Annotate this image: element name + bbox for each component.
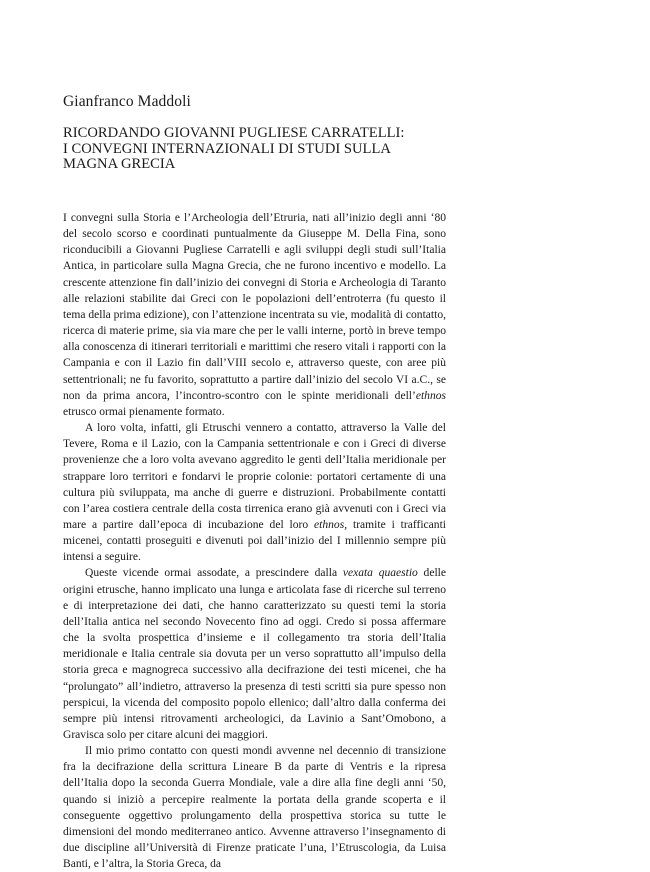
paragraph-text: Queste vicende ormai assodate, a prescindere dalla (85, 567, 343, 580)
paragraph-text: Il mio primo contatto con questi mondi avvenne nel decennio di transizione fra la decifrazione della scrittura Lineare B da parte di Ventris e la ripresa dell’Italia dopo la seconda Guerra Mondiale, vale a dire alla fine degli anni ‘50, quando si iniziò a percepire realmente la portata della grande scoperta e il conseguente oggettivo prolungamento della prospettiva storica su tutte le dimensioni del mondo mediterraneo antico. Avvenne attraverso l’insegnamento di due discipline all’Università di Firenze praticate l’una, l’Etruscologia, da Luisa Banti, e l’altra, la Storia Greca, da (63, 745, 446, 871)
italic-term: ethnos (415, 389, 446, 402)
title-line: MAGNA GRECIA (63, 156, 176, 172)
paragraph-text: tramite i trafficanti micenei, contatti proseguiti e divenuti poi dall’inizio del I millennio sempre più intensi a seguire. (63, 518, 446, 564)
paragraph (63, 743, 446, 872)
article-body (63, 210, 446, 872)
paragraph (63, 565, 446, 743)
paragraph (63, 420, 446, 565)
italic-term: vexata quaestio (342, 567, 418, 580)
italic-term: ethnos, (314, 518, 348, 531)
article-title (63, 126, 463, 173)
paragraph-text: delle origini etrusche, hanno implicato una lunga e articolata fase di ricerche sul terreno e di interpretazione dei dati, che hanno caratterizzato su questi temi la storia dell’Italia antica nel secondo Novecento fino ad oggi. Credo si possa affermare che la svolta prospettica d’insieme e il collegamento tra storia dell’Italia meridionale e Italia centrale sia dovuta per un verso soprattutto all’impulso della storia greca e magnogreca successivo alla decifrazione dei testi micenei, che ha “prolungato” all’indietro, attraverso la presenza di testi scritti sia pure spesso non perspicui, la vicenda del composito popolo ellenico; dall’altro dalla conferma dei sempre più intensi ritrovamenti archeologici, da Lavinio a Sant’Omobono, a Gravisca solo per citare alcuni dei maggiori. (63, 567, 447, 741)
title-line: I CONVEGNI INTERNAZIONALI DI STUDI SULLA (63, 140, 391, 157)
paragraph (63, 210, 446, 420)
title-line: RICORDANDO GIOVANNI PUGLIESE CARRATELLI: (63, 125, 405, 141)
paragraph-text: etrusco ormai pienamente formato. (63, 405, 225, 418)
paragraph-text: I convegni sulla Storia e l’Archeologia dell’Etruria, nati all’inizio degli anni ‘80 del secolo scorso e coordinati puntualmente da Giuseppe M. Della Fina, sono riconducibili a Giovanni Pugliese Carratelli e agli sviluppi degli studi sull’Italia Antica, in particolare sulla Magna Grecia, che ne furono incentivo e modello. La crescente attenzione fin dall’inizio dei convegni di Storia e Archeologia di Taranto alle relazioni stabilite dai Greci con le popolazioni dell’entroterra (fu questo il tema della prima edizione), con l’attenzione incentrata su vie, modalità di contatto, ricerca di materie prime, sia via mare che per le valli interne, portò in breve tempo alla conoscenza di itinerari territoriali e marittimi che resero vitali i rapporti con la Campania e con il Lazio fin dall’VIII secolo e, attraverso queste, con aree più settentrionali; ne fu favorito, soprattutto a partire dall’inizio del secolo VI a.C., se non da prima ancora, l’incontro-scontro con le spinte meridionali dell’ (63, 212, 446, 402)
author-name: Gianfranco Maddoli (63, 93, 191, 110)
paragraph-text: A loro volta, infatti, gli Etruschi vennero a contatto, attraverso la Valle del Tevere, Roma e il Lazio, con la Campania settentrionale e con i Greci di diverse provenienze che a loro volta avevano aggredito le genti dell’Italia meridionale per strappare loro territori e fondarvi le proprie colonie: portatori certamente di una cultura più sviluppata, ma anche di guerre e distruzioni. Probabilmente contatti con l’area costiera centrale della costa tirrenica erano già avvenuti con i Greci via mare a partire dall’epoca di incubazione del loro (63, 422, 446, 531)
